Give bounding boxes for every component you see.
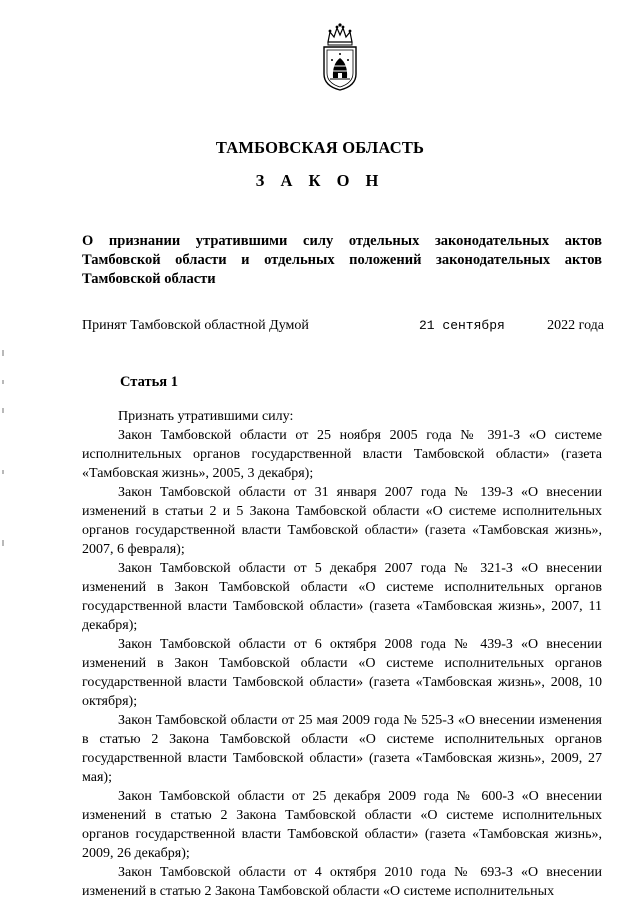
adoption-label: Принят Тамбовской областной Думой	[82, 318, 309, 333]
article-intro: Признать утратившими силу:	[118, 409, 294, 424]
repealed-law-item: Закон Тамбовской области от 4 октября 2010 года № 693-З «О внесении изменений в статью 2 Закона Тамбовской области «О системе исполнительных	[82, 865, 602, 899]
law-title: З А К О Н	[255, 171, 385, 190]
repealed-law-item: Закон Тамбовской области от 5 декабря 2007 года № 321-З «О внесении изменений в Закон Тамбовской области «О системе исполнительных органов государственной власти Тамбовской области» (газета «Тамбовская жизнь», 2007, 11 декабря);	[82, 561, 602, 633]
adoption-date: 21 сентября	[419, 318, 505, 333]
law-subject: О признании утратившими силу отдельных законодательных актов Тамбовской области и отдельных положений законодательных актов Тамбовской области	[82, 233, 602, 287]
repealed-law-item: Закон Тамбовской области от 25 ноября 2005 года № 391-З «О системе исполнительных органов государственной власти Тамбовской области» (газета «Тамбовская жизнь», 2005, 3 декабря);	[82, 428, 602, 481]
repealed-law-item: Закон Тамбовской области от 31 января 2007 года № 139-З «О внесении изменений в статьи 2 и 5 Закона Тамбовской области «О системе исполнительных органов государственной власти Тамбовской области» (газета «Тамбовская жизнь», 2007, 6 февраля);	[82, 485, 602, 557]
adoption-line	[82, 318, 604, 338]
coat-of-arms-icon	[318, 22, 362, 92]
scan-edge-marks	[2, 350, 5, 550]
adoption-year: 2022 года	[547, 318, 604, 333]
repealed-law-item: Закон Тамбовской области от 6 октября 2008 года № 439-З «О внесении изменений в Закон Тамбовской области «О системе исполнительных органов государственной власти Тамбовской области» (газета «Тамбовская жизнь», 2008, 10 октября);	[82, 637, 602, 709]
article-body	[82, 407, 602, 901]
article-heading: Статья 1	[120, 374, 178, 390]
repealed-law-item: Закон Тамбовской области от 25 мая 2009 года № 525-З «О внесении изменения в статью 2 Закона Тамбовской области «О системе исполнительных органов государственной власти Тамбовской области» (газета «Тамбовская жизнь», 2009, 27 мая);	[82, 713, 602, 785]
repealed-law-item: Закон Тамбовской области от 25 декабря 2009 года № 600-З «О внесении изменений в статью 2 Закона Тамбовской области «О системе исполнительных органов государственной власти Тамбовской области» (газета «Тамбовская жизнь», 2009, 26 декабря);	[82, 789, 602, 861]
region-heading: ТАМБОВСКАЯ ОБЛАСТЬ	[215, 138, 425, 157]
